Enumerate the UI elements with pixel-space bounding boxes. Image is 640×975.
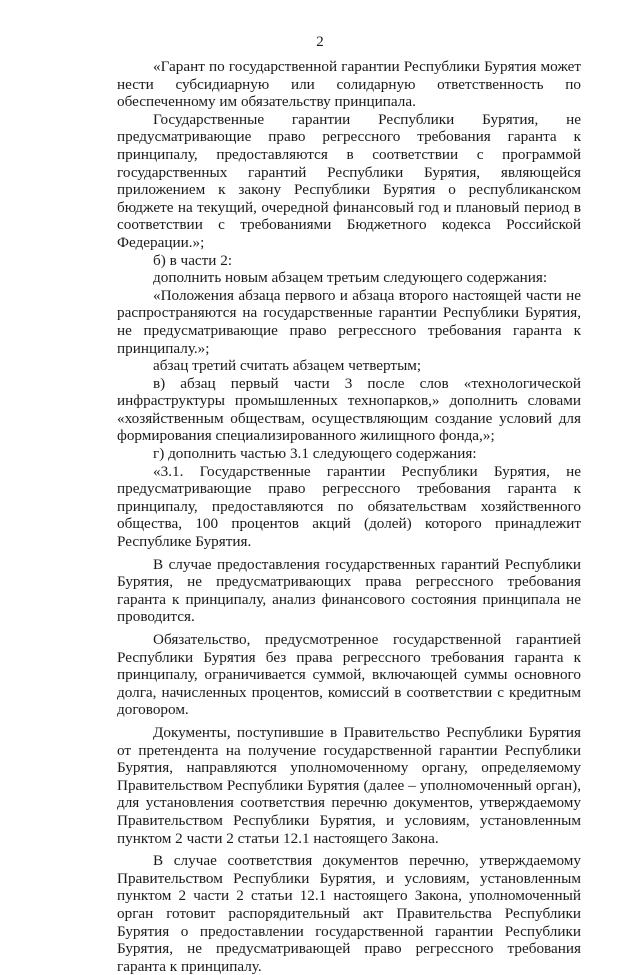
- paragraph-part-3-1: «3.1. Государственные гарантии Республики Бурятия, не предусматривающие право регрессного требования гаранта к принципалу, предоставляются по обязательствам хозяйственного общества, 100 процентов акций (долей) которого принадлежит Республике Бурятия.: [117, 462, 581, 551]
- paragraph-item-b: б) в части 2:: [153, 251, 233, 269]
- paragraph-renumber: абзац третий считать абзацем четвертым;: [153, 357, 422, 375]
- document-body: [117, 58, 581, 975]
- paragraph-guarantor-liability: «Гарант по государственной гарантии Республики Бурятия может нести субсидиарную или солидарную ответственность по обеспеченному им обязательству принципала.: [117, 58, 581, 111]
- page-number: 2: [316, 34, 324, 50]
- paragraph-item-v: в) абзац первый части 3 после слов «технологической инфраструктуры промышленных технопарков,» дополнить словами «хозяйственным обществам, осуществляющим создание условий для формирования специализированного жилищного фонда,»;: [117, 374, 581, 445]
- paragraph-guarantees-no-recourse: Государственные гарантии Республики Бурятия, не предусматривающие право регрессного требования гаранта к принципалу, предоставляются в соответствии с программой государственных гарантий Республики Бурятия, являющейся приложением к закону Республики Бурятия о республиканском бюджете на текущий, очередной финансовый год и плановый период в соответствии с требованиями Бюджетного кодекса Российской Федерации.»;: [117, 110, 581, 251]
- paragraph-obligation-limit: Обязательство, предусмотренное государственной гарантией Республики Бурятия без права регрессного требования гаранта к принципалу, ограничивается суммой, включающей суммы основного долга, начисленных процентов, комиссий в соответствии с кредитным договором.: [117, 631, 581, 719]
- paragraph-provisions-not-applied: «Положения абзаца первого и абзаца второго настоящей части не распространяются на государственные гарантии Республики Бурятия, не предусматривающие право регрессного требования гаранта к принципалу.»;: [117, 286, 581, 357]
- paragraph-compliance: В случае соответствия документов перечню, утверждаемому Правительством Республики Бурятия, и условиям, установленным пунктом 2 части 2 статьи 12.1 настоящего Закона, уполномоченный орган готовит распорядительный акт Правительства Республики Бурятия о предоставлении государственной гарантии Республики Бурятия, не предусматривающей право регрессного требования гаранта к принципалу.: [117, 852, 581, 975]
- paragraph-item-g: г) дополнить частью 3.1 следующего содержания:: [153, 445, 477, 463]
- paragraph-no-analysis: В случае предоставления государственных гарантий Республики Бурятия, не предусматривающих права регрессного требования гаранта к принципалу, анализ финансового состояния принципала не проводится.: [117, 555, 581, 626]
- paragraph-documents-submitted: Документы, поступившие в Правительство Республики Бурятия от претендента на получение государственной гарантии Республики Бурятия, направляются уполномоченному органу, определяемому Правительством Республики Бурятия (далее – уполномоченный орган), для установления соответствия перечню документов, утверждаемому Правительством Республики Бурятия, и условиям, установленным пунктом 2 части 2 статьи 12.1 настоящего Закона.: [117, 723, 581, 847]
- paragraph-add-third: дополнить новым абзацем третьим следующего содержания:: [153, 269, 548, 287]
